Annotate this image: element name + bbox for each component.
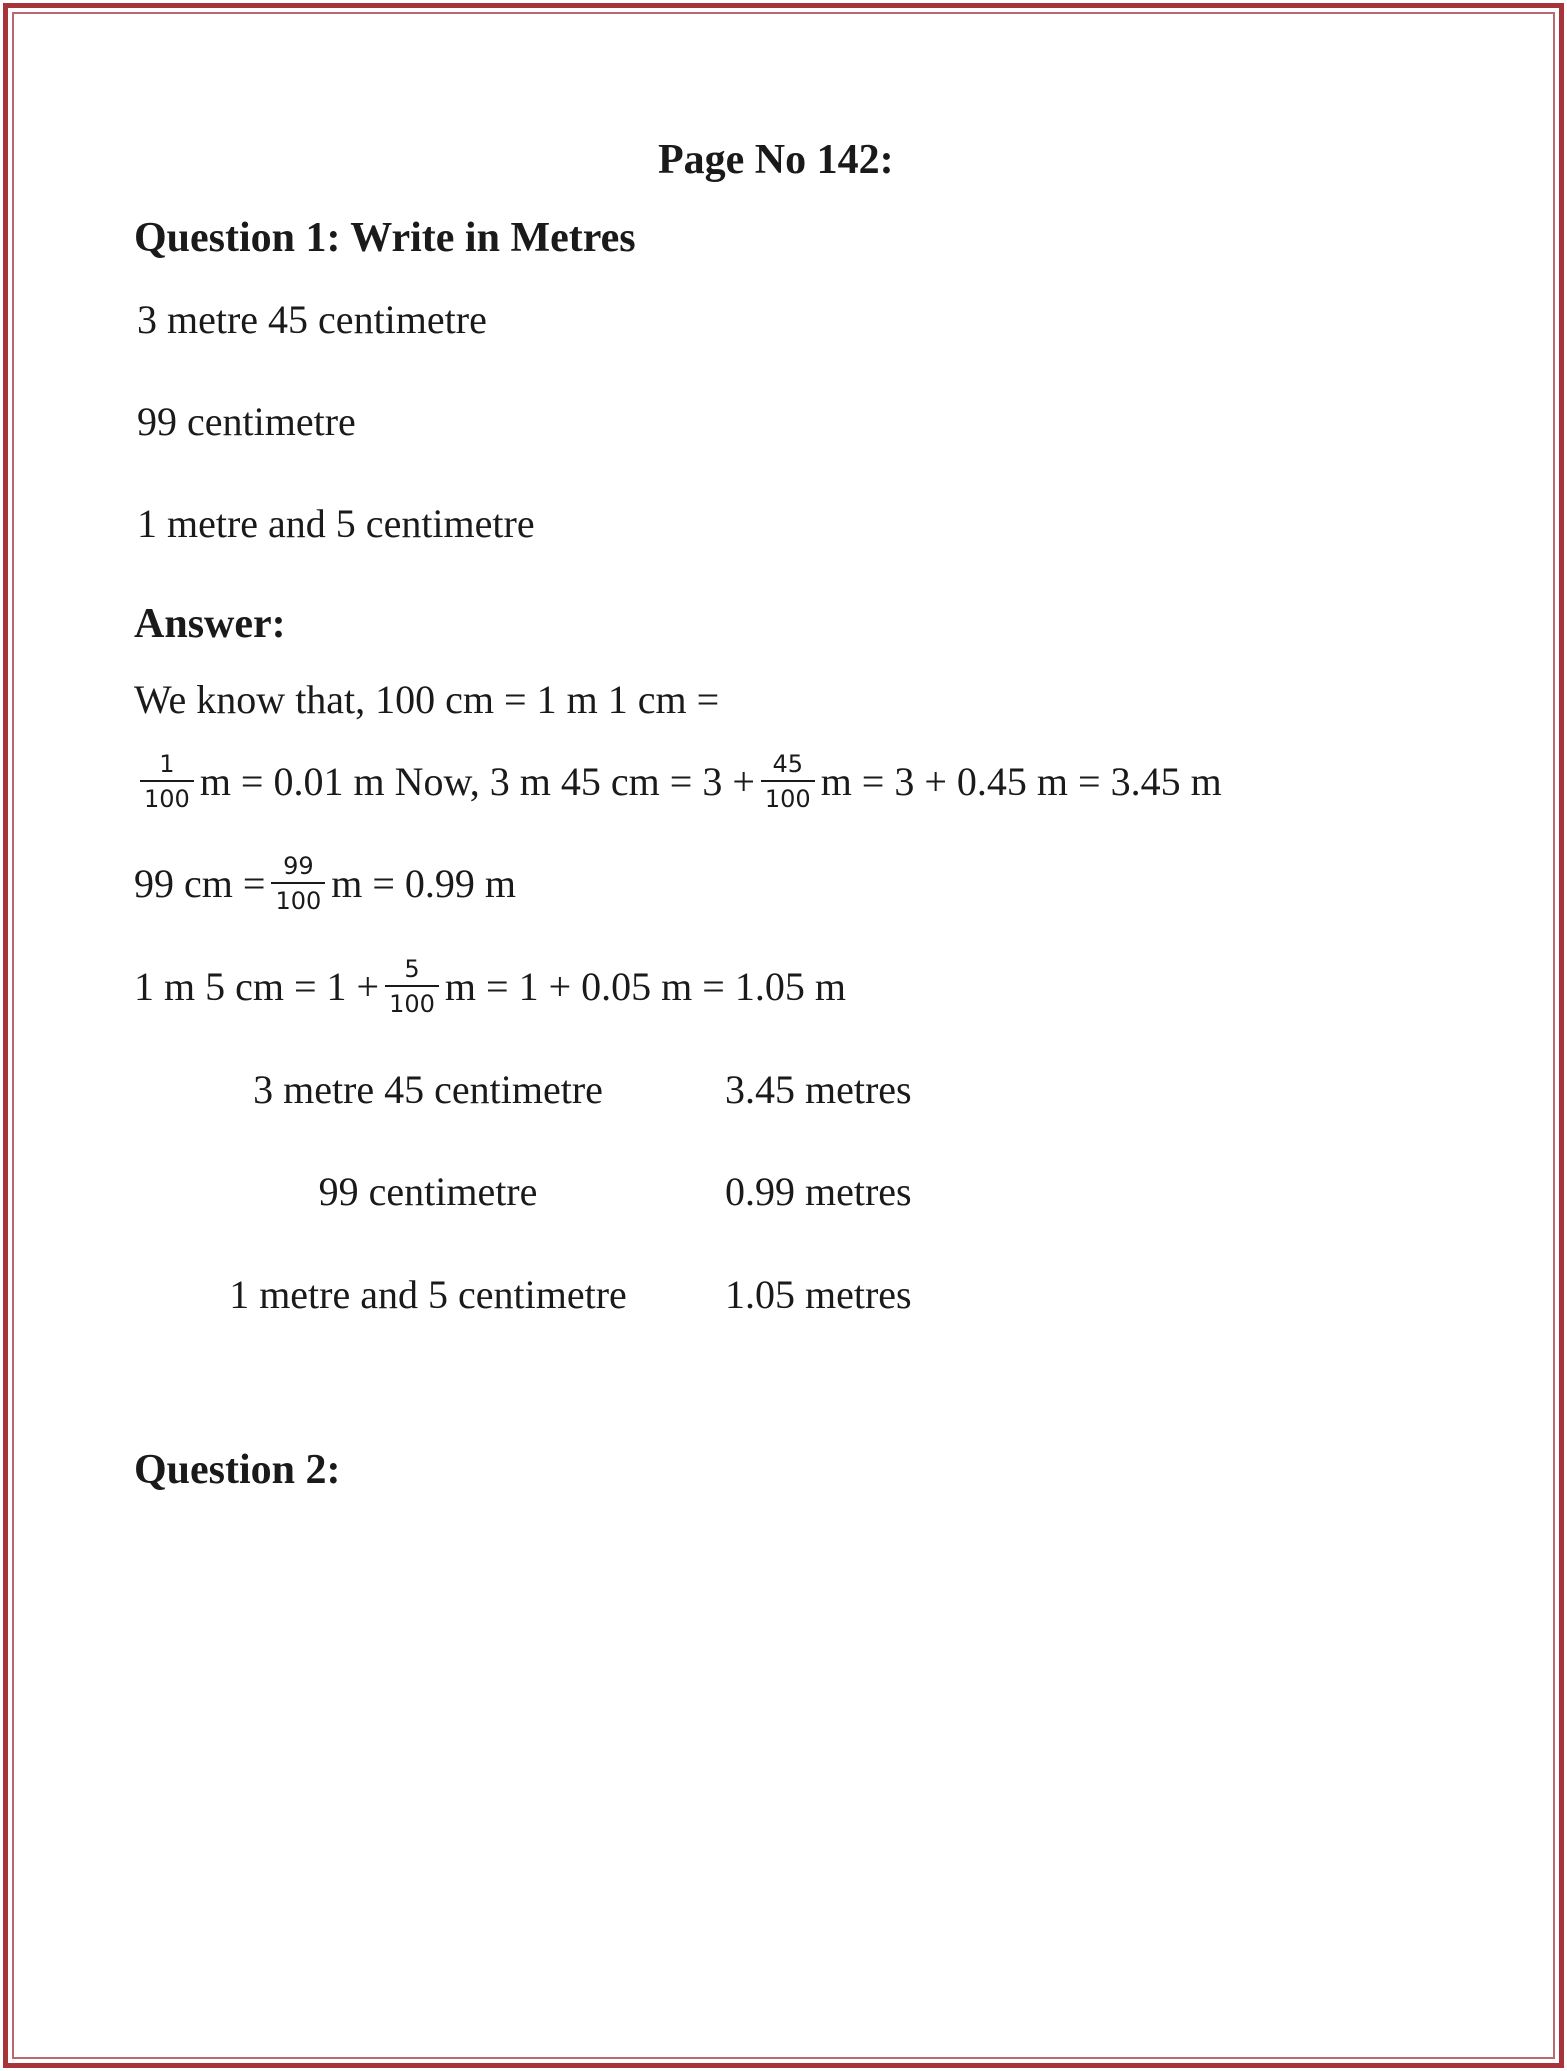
question-2-heading: Question 2:: [134, 1447, 341, 1493]
answer-line-4-text-1: 1 m 5 cm = 1 +: [134, 964, 380, 1009]
answer-line-2: [134, 752, 1222, 811]
question-1-item-1: 3 metre 45 centimetre: [137, 297, 487, 342]
question-1-item-3: 1 metre and 5 centimetre: [137, 501, 535, 546]
fraction-99-over-100: [271, 854, 325, 913]
fraction-numerator: 1: [140, 752, 194, 782]
result-row-1-value: 3.45 metres: [725, 1067, 912, 1112]
answer-line-4-text-2: m = 1 + 0.05 m = 1.05 m: [444, 964, 846, 1009]
fraction-denominator: 100: [764, 785, 811, 813]
answer-line-3-text-2: m = 0.99 m: [331, 861, 517, 906]
question-1-item-2: 99 centimetre: [137, 399, 356, 444]
fraction-45-over-100: [761, 752, 815, 811]
result-row-3-label: 1 metre and 5 centimetre: [229, 1272, 627, 1317]
result-row-3-value: 1.05 metres: [725, 1272, 912, 1317]
answer-line-3-text-1: 99 cm =: [134, 861, 266, 906]
fraction-numerator: 5: [385, 957, 439, 987]
answer-line-3: [134, 854, 516, 913]
result-row-1-label: 3 metre 45 centimetre: [253, 1067, 603, 1112]
answer-line-4: [134, 957, 846, 1016]
fraction-denominator: 100: [275, 887, 322, 915]
page-title: Page No 142:: [658, 137, 894, 183]
question-1-heading: Question 1: Write in Metres: [134, 215, 636, 261]
fraction-numerator: 99: [271, 854, 325, 884]
result-row-2-value: 0.99 metres: [725, 1169, 912, 1214]
answer-line-2-text-1: m = 0.01 m Now, 3 m 45 cm = 3 +: [199, 759, 755, 804]
answer-heading: Answer:: [134, 601, 286, 647]
fraction-denominator: 100: [144, 785, 190, 813]
fraction-1-over-100: [140, 752, 194, 811]
answer-line-2-text-2: m = 3 + 0.45 m = 3.45 m: [820, 759, 1222, 804]
fraction-denominator: 100: [389, 990, 435, 1018]
fraction-numerator: 45: [761, 752, 815, 782]
answer-intro: We know that, 100 cm = 1 m 1 cm =: [134, 677, 720, 722]
fraction-5-over-100: [385, 957, 439, 1016]
result-row-2-label: 99 centimetre: [318, 1169, 538, 1214]
